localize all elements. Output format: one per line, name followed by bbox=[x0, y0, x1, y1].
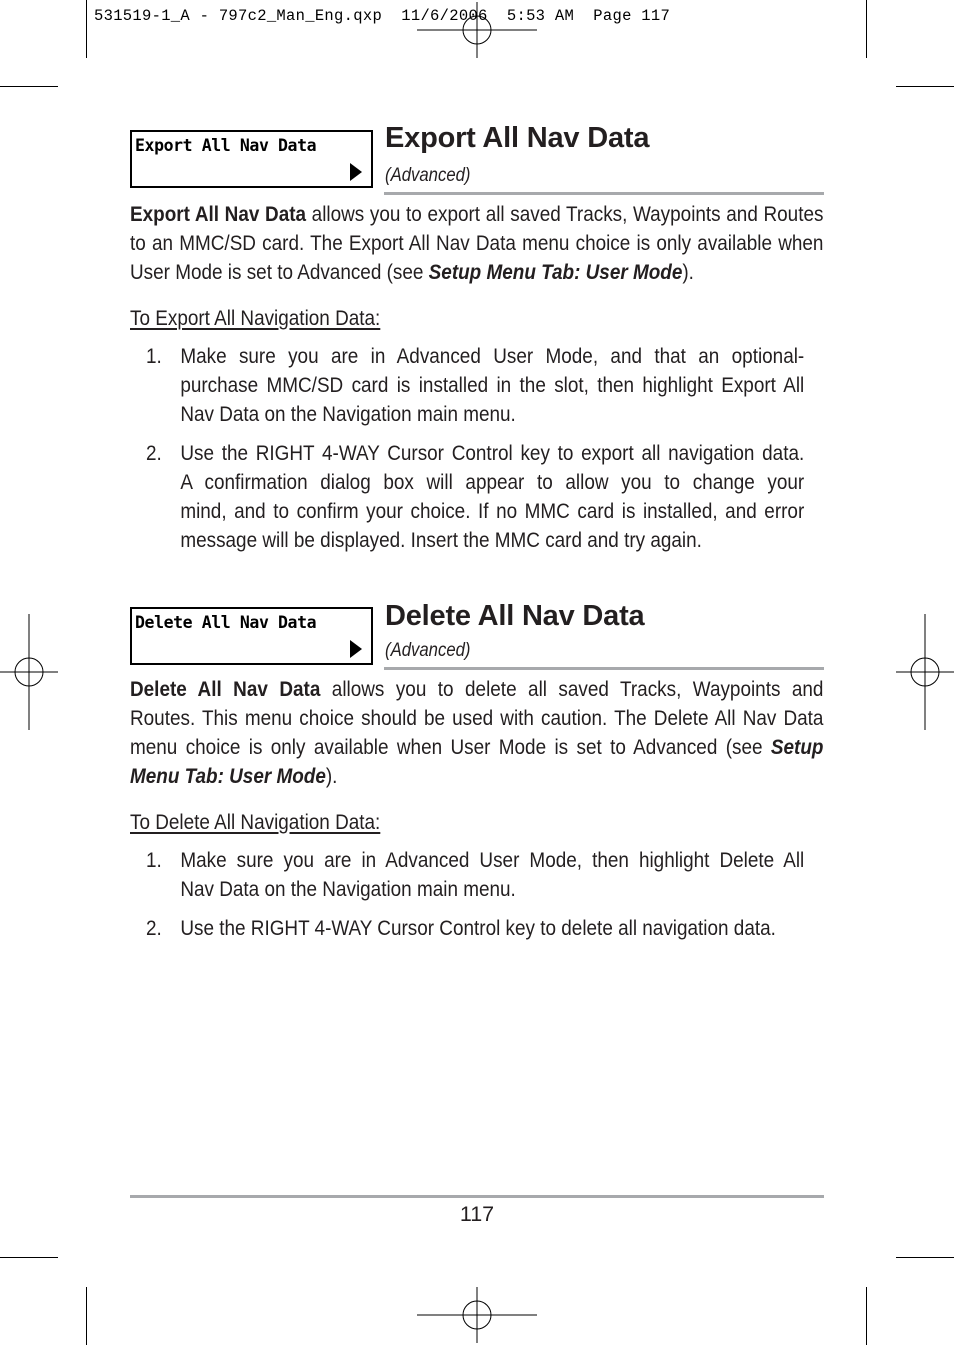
section-subtitle: (Advanced) bbox=[385, 640, 471, 661]
intro-line bbox=[130, 675, 823, 704]
step-line: Make sure you are in Advanced User Mode, and that an optional- bbox=[180, 344, 805, 368]
intro-term: Export All Nav Data bbox=[130, 202, 307, 226]
intro-line bbox=[130, 258, 823, 287]
section-subtitle: (Advanced) bbox=[385, 165, 471, 186]
crop-mark bbox=[86, 0, 87, 58]
intro-text: menu choice is only available when User Mode is set to Advanced (see bbox=[130, 735, 771, 759]
intro-line: to an MMC/SD card. The Export All Nav Data menu choice is only available when bbox=[130, 231, 824, 255]
step-number: 2. bbox=[146, 441, 162, 465]
crop-mark bbox=[896, 1257, 954, 1258]
intro-text: allows you to delete all saved Tracks, Waypoints and bbox=[320, 677, 824, 701]
step-number: 1. bbox=[146, 344, 162, 368]
step-number: 2. bbox=[146, 916, 162, 940]
crop-mark bbox=[866, 1287, 867, 1345]
cross-reference: Setup Menu Tab: User Mode bbox=[428, 260, 683, 284]
crop-mark bbox=[86, 1287, 87, 1345]
intro-text: ). bbox=[325, 764, 338, 788]
section-divider bbox=[384, 667, 824, 670]
step-line: Nav Data on the Navigation main menu. bbox=[180, 402, 516, 426]
section-intro bbox=[130, 675, 823, 791]
registration-mark-icon bbox=[417, 2, 537, 58]
intro-text: User Mode is set to Advanced (see bbox=[130, 260, 429, 284]
registration-mark-icon bbox=[0, 614, 58, 730]
step-line: Use the RIGHT 4-WAY Cursor Control key to export all navigation data. bbox=[180, 441, 805, 465]
footer-divider bbox=[130, 1195, 824, 1198]
delete-menu-item bbox=[130, 607, 373, 665]
registration-mark-icon bbox=[896, 614, 954, 730]
intro-term: Delete All Nav Data bbox=[130, 677, 321, 701]
crop-mark bbox=[896, 86, 954, 87]
cross-reference: Setup bbox=[770, 735, 824, 759]
right-arrow-icon bbox=[350, 163, 362, 181]
step-line: A confirmation dialog box will appear to allow you to change your bbox=[180, 470, 805, 494]
page-number: 117 bbox=[459, 1202, 495, 1226]
section-intro bbox=[130, 200, 823, 287]
intro-text: allows you to export all saved Tracks, Waypoints and Routes bbox=[306, 202, 824, 226]
intro-line: Routes. This menu choice should be used with caution. The Delete All Nav Data bbox=[130, 706, 824, 730]
step-line: Nav Data on the Navigation main menu. bbox=[180, 877, 516, 901]
menu-item-label: Delete All Nav Data bbox=[135, 613, 317, 632]
section-title: Delete All Nav Data bbox=[385, 600, 645, 632]
registration-mark-icon bbox=[417, 1287, 537, 1343]
step-line: mind, and to confirm your choice. If no MMC card is installed, and error bbox=[180, 499, 805, 523]
section-divider bbox=[384, 192, 824, 195]
intro-text: ). bbox=[682, 260, 694, 284]
section-title: Export All Nav Data bbox=[385, 122, 650, 154]
right-arrow-icon bbox=[350, 640, 362, 658]
step-number: 1. bbox=[146, 848, 162, 872]
menu-item-label: Export All Nav Data bbox=[135, 136, 317, 155]
step-line: Make sure you are in Advanced User Mode, then highlight Delete All bbox=[180, 848, 805, 872]
printer-slug: 531519-1_A - 797c2_Man_Eng.qxp 11/6/2006 5:53 AM Page 117 bbox=[94, 7, 671, 25]
export-menu-item bbox=[130, 130, 373, 188]
cross-reference: Menu Tab: User Mode bbox=[130, 764, 326, 788]
intro-line bbox=[130, 733, 823, 762]
crop-mark bbox=[866, 0, 867, 58]
step-line: message will be displayed. Insert the MMC card and try again. bbox=[180, 528, 702, 552]
crop-mark bbox=[0, 1257, 58, 1258]
step-line: Use the RIGHT 4-WAY Cursor Control key to delete all navigation data. bbox=[180, 916, 776, 940]
intro-line bbox=[130, 200, 823, 229]
intro-line bbox=[130, 762, 823, 791]
procedure-heading: To Export All Navigation Data: bbox=[130, 306, 381, 330]
step-line: purchase MMC/SD card is installed in the slot, then highlight Export All bbox=[180, 373, 805, 397]
procedure-heading: To Delete All Navigation Data: bbox=[130, 810, 381, 834]
crop-mark bbox=[0, 86, 58, 87]
